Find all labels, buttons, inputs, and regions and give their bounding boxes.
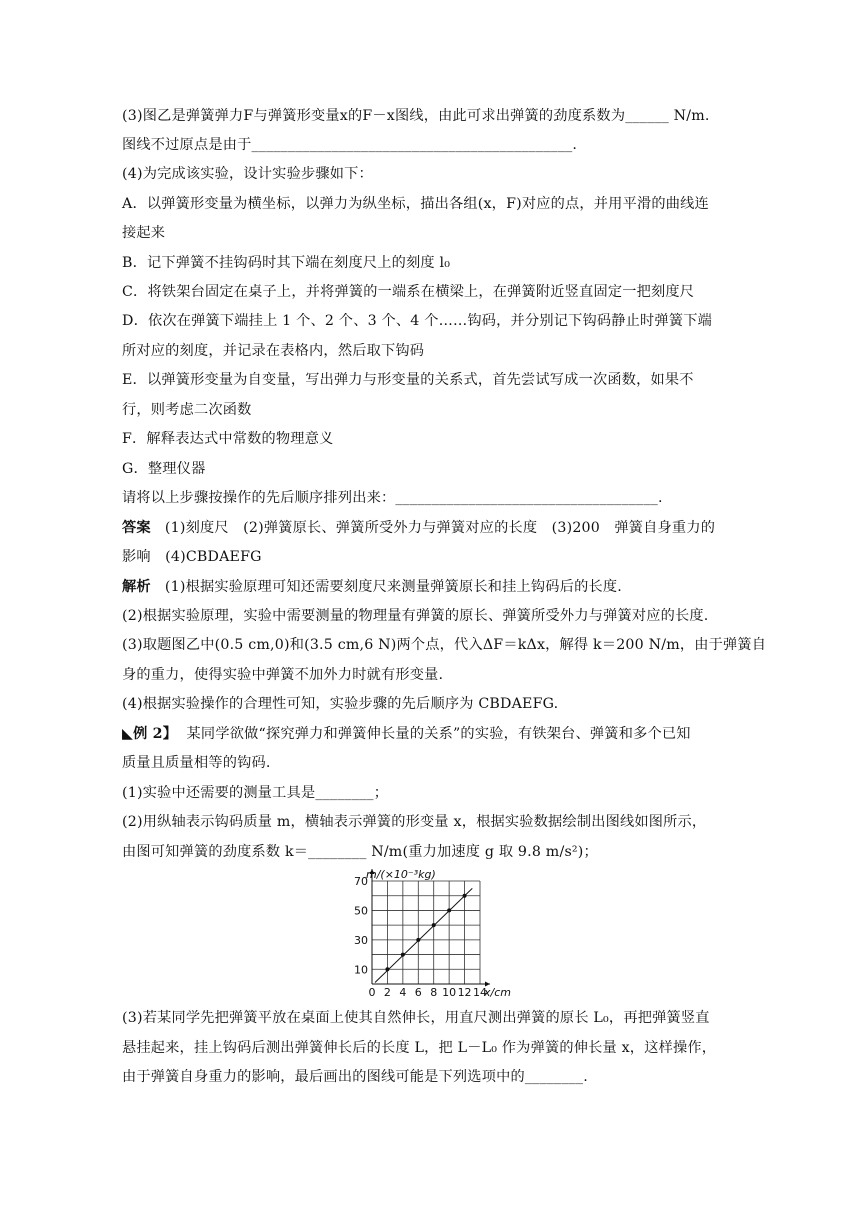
- example-tag: ◣例 2】: [122, 726, 178, 742]
- step-e-line-1: E．以弹簧形变量为自变量，写出弹力与形变量的关系式，首先尝试写成一次函数，如果不: [122, 372, 694, 388]
- example2-q2-line-2: 由图可知弹簧的劲度系数 k＝________ N/m(重力加速度 g 取 9.8 m/s²)；: [122, 844, 598, 860]
- analysis-line-1: [122, 577, 622, 597]
- analysis-line-5: (4)根据实验操作的合理性可知，实验步骤的先后顺序为 CBDAEFG.: [122, 696, 559, 712]
- answer-line-2: 影响 (4)CBDAEFG: [122, 549, 262, 565]
- data-point: [416, 938, 420, 942]
- answer-text-1: (1)刻度尺 (2)弹簧原长、弹簧所受外力与弹簧对应的长度 (3)200 弹簧自身重力的: [164, 520, 716, 536]
- example2-line-1: [122, 724, 691, 744]
- example2-q1: (1)实验中还需要的测量工具是________；: [122, 785, 389, 801]
- order-prompt: 请将以上步骤按操作的先后顺序排列出来：____________________________________.: [122, 490, 663, 506]
- analysis-label: 解析: [122, 579, 151, 595]
- data-point: [463, 894, 467, 898]
- step-d-line-1: D．依次在弹簧下端挂上 1 个、2 个、3 个、4 个……钩码，并分别记下钩码静止时弹簧下端: [122, 313, 712, 329]
- step-d-line-2: 所对应的刻度，并记录在表格内，然后取下钩码: [122, 343, 425, 359]
- x-tick-label: 14: [473, 986, 487, 998]
- analysis-text-1: (1)根据实验原理可知还需要刻度尺来测量弹簧原长和挂上钩码后的长度.: [164, 579, 622, 595]
- q4-intro: (4)为完成该实验，设计实验步骤如下：: [122, 166, 373, 182]
- step-g: G．整理仪器: [122, 461, 206, 477]
- x-tick-label: 0: [368, 986, 376, 998]
- y-tick-label: 50: [354, 904, 368, 918]
- step-a-line-1: A．以弹簧形变量为横坐标，以弹力为纵坐标，描出各组(x，F)对应的点，并用平滑的曲线连: [122, 196, 709, 212]
- step-a-line-2: 接起来: [122, 225, 166, 241]
- example2-line-2: 质量且质量相等的钩码.: [122, 755, 271, 771]
- example2-q2-line-1: (2)用纵轴表示钩码质量 m，横轴表示弹簧的形变量 x，根据实验数据绘制出图线如图所示，: [122, 814, 707, 830]
- x-tick-label: 6: [414, 986, 422, 998]
- chart-svg: [340, 868, 520, 998]
- q3-line-1: (3)图乙是弹簧弹力F与弹簧形变量x的F－x图线，由此可求出弹簧的劲度系数为______ N/m.: [122, 108, 710, 124]
- x-tick-label: 2: [383, 986, 391, 998]
- step-f: F．解释表达式中常数的物理意义: [122, 431, 334, 447]
- data-point: [432, 923, 436, 927]
- example2-q3-line-1: (3)若某同学先把弹簧平放在桌面上使其自然伸长，用直尺测出弹簧的原长 L₀，再把弹簧竖直: [122, 1010, 710, 1026]
- analysis-line-3: (3)取题图乙中(0.5 cm,0)和(3.5 cm,6 N)两个点，代入ΔF＝kΔx，解得 k＝200 N/m，由于弹簧自: [122, 637, 767, 653]
- y-tick-label: 10: [354, 963, 368, 977]
- x-tick-label: 12: [457, 986, 472, 998]
- example2-text-1: 某同学欲做“探究弹力和弹簧伸长量的关系”的实验，有铁架台、弹簧和多个已知: [186, 726, 691, 742]
- mass-extension-chart: [340, 868, 520, 998]
- step-b: B．记下弹簧不挂钩码时其下端在刻度尺上的刻度 l₀: [122, 255, 451, 271]
- answer-line-1: [122, 518, 715, 538]
- data-point: [385, 967, 389, 971]
- example-tag-text: 例 2: [133, 726, 163, 742]
- x-tick-label: 8: [430, 986, 438, 998]
- example2-q3-line-2: 悬挂起来，挂上钩码后测出弹簧伸长后的长度 L，把 L－L₀ 作为弹簧的伸长量 x，这样操作，: [122, 1040, 717, 1056]
- chart-series: [375, 888, 472, 982]
- data-point: [447, 908, 451, 912]
- q3-line-2: 图线不过原点是由于____________________________________________.: [122, 137, 578, 153]
- x-tick-label: 10: [442, 986, 457, 998]
- chart-labels: [354, 868, 511, 998]
- data-point: [401, 953, 405, 957]
- y-tick-label: 70: [354, 875, 368, 888]
- y-axis-label: m/(×10⁻³kg): [366, 868, 436, 881]
- analysis-line-2: (2)根据实验原理，实验中需要测量的物理量有弹簧的原长、弹簧所受外力与弹簧对应的长度.: [122, 608, 709, 624]
- analysis-line-4: 身的重力，使得实验中弹簧不加外力时就有形变量.: [122, 667, 444, 683]
- step-e-line-2: 行，则考虑二次函数: [122, 402, 252, 418]
- answer-label: 答案: [122, 520, 151, 536]
- y-tick-label: 30: [354, 933, 368, 947]
- step-c: C．将铁架台固定在桌子上，并将弹簧的一端系在横梁上，在弹簧附近竖直固定一把刻度尺: [122, 284, 695, 300]
- x-axis-label: x/cm: [484, 986, 511, 998]
- fit-line: [375, 888, 472, 982]
- x-tick-label: 4: [399, 986, 407, 998]
- example2-q3-line-3: 由于弹簧自身重力的影响，最后画出的图线可能是下列选项中的________.: [122, 1069, 588, 1085]
